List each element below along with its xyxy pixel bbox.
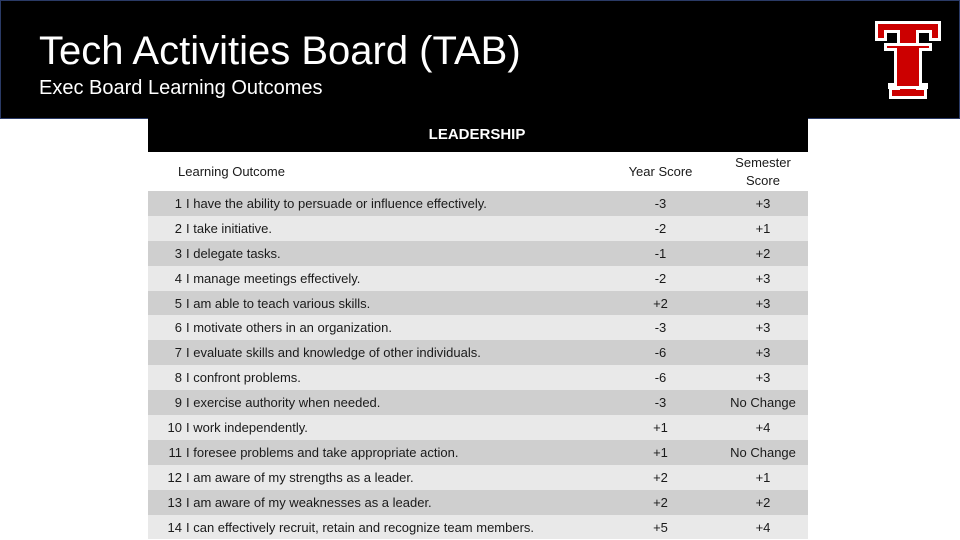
leadership-table: [148, 117, 808, 540]
row-semester-score: No Change: [730, 444, 796, 460]
row-number: 3: [174, 245, 182, 261]
row-semester-score: +3: [755, 295, 771, 311]
row-statement: I take initiative.: [186, 220, 272, 236]
row-number: 7: [174, 345, 182, 361]
row-year-score: -3: [654, 195, 667, 211]
row-number: 4: [174, 270, 182, 286]
title-banner: [0, 0, 960, 119]
row-year-score: -6: [654, 345, 667, 361]
row-year-score: +2: [653, 295, 668, 311]
row-semester-score: +1: [755, 220, 771, 236]
column-header-semester: Semester Score: [735, 154, 791, 188]
row-number: 9: [174, 395, 182, 411]
row-year-score: -3: [654, 320, 667, 336]
row-number: 8: [174, 370, 182, 386]
row-year-score: -1: [654, 245, 667, 261]
row-number: 12: [167, 469, 182, 485]
row-statement: I confront problems.: [186, 370, 301, 386]
row-statement: I can effectively recruit, retain and recognize team members.: [186, 519, 535, 535]
row-number: 6: [174, 320, 182, 336]
row-year-score: +2: [653, 469, 668, 485]
table-row: [148, 216, 808, 241]
row-statement: I am aware of my strengths as a leader.: [186, 469, 414, 485]
row-statement: I motivate others in an organization.: [186, 320, 392, 336]
table-row: [148, 490, 808, 515]
row-statement: I foresee problems and take appropriate action.: [186, 444, 459, 460]
row-statement: I evaluate skills and knowledge of other individuals.: [186, 345, 481, 361]
page-title: Tech Activities Board (TAB): [39, 29, 521, 73]
table-row: [148, 440, 808, 465]
double-t-logo-icon: [873, 19, 943, 101]
row-semester-score: +1: [755, 469, 771, 485]
section-title: LEADERSHIP: [148, 117, 808, 152]
row-year-score: -2: [654, 220, 667, 236]
table-row: [148, 191, 808, 216]
row-year-score: -3: [654, 395, 667, 411]
column-header-outcome: Learning Outcome: [178, 164, 285, 179]
row-year-score: +1: [653, 419, 668, 435]
table-row: [148, 390, 808, 415]
column-header-year: Year Score: [628, 164, 693, 179]
table-row: [148, 465, 808, 490]
row-statement: I have the ability to persuade or influence effectively.: [186, 195, 487, 211]
column-header-row: [148, 152, 808, 191]
row-semester-score: +2: [755, 245, 771, 261]
row-number: 11: [168, 444, 182, 460]
row-semester-score: +3: [755, 345, 771, 361]
row-semester-score: +3: [755, 320, 771, 336]
row-number: 10: [167, 419, 182, 435]
row-year-score: +1: [653, 444, 668, 460]
row-statement: I exercise authority when needed.: [186, 395, 381, 411]
table-row: [148, 365, 808, 390]
row-statement: I am able to teach various skills.: [186, 295, 371, 311]
row-year-score: +5: [653, 519, 668, 535]
row-statement: I am aware of my weaknesses as a leader.: [186, 494, 432, 510]
row-statement: I work independently.: [186, 419, 308, 435]
row-statement: I manage meetings effectively.: [186, 270, 361, 286]
table-row: [148, 241, 808, 266]
row-number: 1: [174, 195, 182, 211]
row-semester-score: +3: [755, 270, 771, 286]
row-semester-score: +4: [755, 419, 771, 435]
row-number: 13: [167, 494, 182, 510]
row-semester-score: +2: [755, 494, 771, 510]
row-year-score: -2: [654, 270, 667, 286]
table-row: [148, 515, 808, 540]
row-number: 14: [167, 519, 182, 535]
table-row: [148, 315, 808, 340]
table-row: [148, 266, 808, 291]
row-semester-score: +3: [755, 370, 771, 386]
row-semester-score: +4: [755, 519, 771, 535]
table-row: [148, 415, 808, 440]
row-number: 2: [174, 220, 182, 236]
table-row: [148, 340, 808, 365]
table-row: [148, 291, 808, 316]
row-year-score: -6: [654, 370, 667, 386]
row-statement: I delegate tasks.: [186, 245, 281, 261]
row-semester-score: No Change: [730, 395, 796, 411]
row-semester-score: +3: [755, 195, 771, 211]
table-body: [148, 191, 808, 539]
row-year-score: +2: [653, 494, 668, 510]
row-number: 5: [174, 295, 182, 311]
page-subtitle: Exec Board Learning Outcomes: [39, 77, 323, 99]
